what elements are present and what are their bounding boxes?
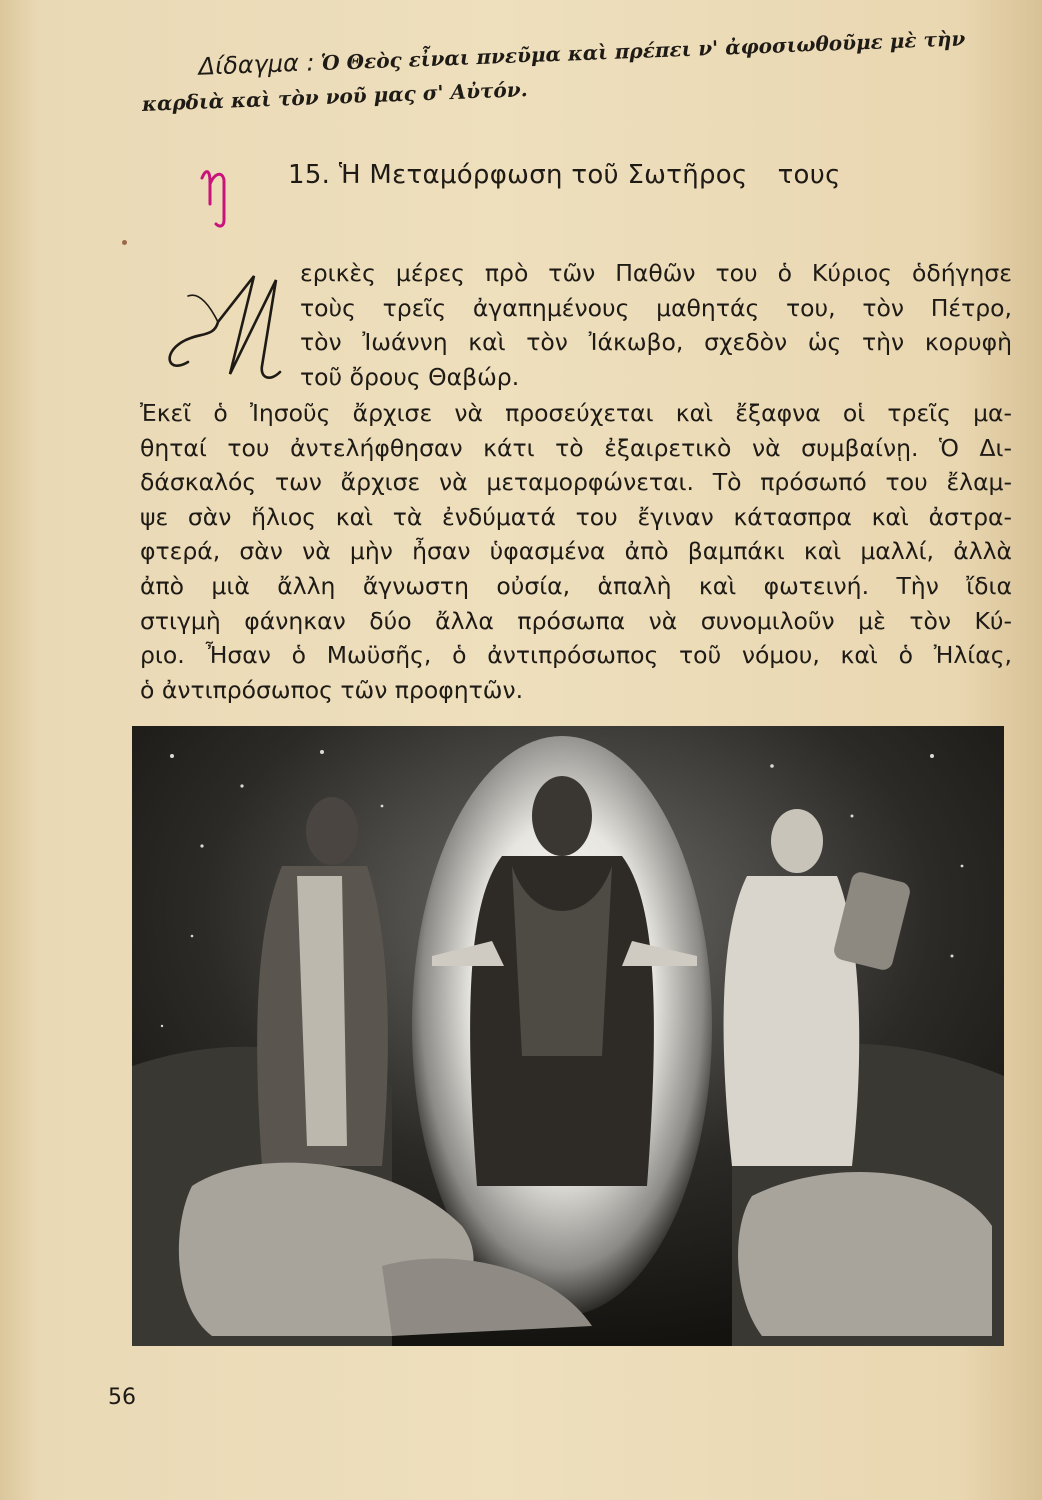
paragraph-1 — [300, 256, 1012, 394]
paragraph-1-line: τὸν Ἰωάννη καὶ τὸν Ἰάκωβο, σχεδὸν ὡς τὴν κορυφὴ — [300, 328, 1012, 357]
paragraph-2 — [140, 396, 1012, 707]
paragraph-2-line: φτερά, σὰν νὰ μὴν ἦσαν ὑφασμένα ἀπὸ βαμπάκι καὶ μαλλί, ἀλλὰ — [140, 537, 1012, 566]
paragraph-1-line: τοὺς τρεῖς ἀγαπημένους μαθητάς του, τὸν Πέτρο, — [300, 293, 1012, 322]
motto-label: Δίδαγμα : — [198, 48, 316, 81]
paragraph-2-line: δάσκαλός των ἄρχισε νὰ μεταμορφώνεται. Τὸ πρόσωπό του ἔλαμ- — [140, 468, 1012, 497]
paragraph-2-line: θηταί του ἀντελήφθησαν κάτι τὸ ἐξαιρετικὸ νὰ συμβαίνῃ. Ὁ Δι- — [140, 433, 1012, 462]
paragraph-2-line: ριο. Ἦσαν ὁ Μωϋσῆς, ὁ ἀντιπρόσωπος τοῦ νόμου, καὶ ὁ Ἠλίας, — [140, 641, 1012, 670]
decorative-initial — [158, 262, 298, 392]
paragraph-2-line: ψε σὰν ἥλιος καὶ τὰ ἐνδύματά του ἔγιναν κάτασπρα καὶ ἀστρα- — [140, 502, 1012, 531]
paragraph-2-line: ἀπὸ μιὰ ἄλλη ἄγνωστη οὐσία, ἁπαλὴ καὶ φωτεινή. Τὴν ἴδια — [140, 571, 1012, 600]
chapter-title — [288, 160, 928, 190]
motto — [140, 19, 1012, 121]
motto-line-2: καρδιὰ καὶ τὸν νοῦ μας σ' Αὐτόν. — [141, 77, 528, 116]
page-number: 56 — [108, 1385, 136, 1410]
paragraph-1-line: ερικὲς μέρες πρὸ τῶν Παθῶν του ὁ Κύριος ὁδήγησε — [300, 259, 1012, 287]
motto-line-1: Ὁ Θεὸς εἶναι πνεῦμα καὶ πρέπει ν' ἀφοσιωθοῦμε μὲ τὴν — [320, 26, 966, 76]
paragraph-1-line: τοῦ ὄρους Θαβώρ. — [300, 362, 520, 391]
paragraph-2-line: ὁ ἀντιπρόσωπος τῶν προφητῶν. — [140, 675, 524, 704]
paragraph-2-line: Ἐκεῖ ὁ Ἰησοῦς ἄρχισε νὰ προσεύχεται καὶ ἔξαφνα οἱ τρεῖς μα- — [140, 399, 1012, 427]
transfiguration-illustration — [132, 726, 1004, 1346]
paragraph-2-line: στιγμὴ φάνηκαν δύο ἄλλα πρόσωπα νὰ συνομιλοῦν μὲ τὸν Κύ- — [140, 606, 1012, 635]
ink-spot — [122, 240, 127, 245]
handwritten-pen-mark — [196, 160, 246, 230]
chapter-title-text: 15. Ἡ Μεταμόρφωση τοῦ Σωτῆρος — [288, 160, 748, 190]
chapter-added-word: τους — [777, 160, 841, 190]
